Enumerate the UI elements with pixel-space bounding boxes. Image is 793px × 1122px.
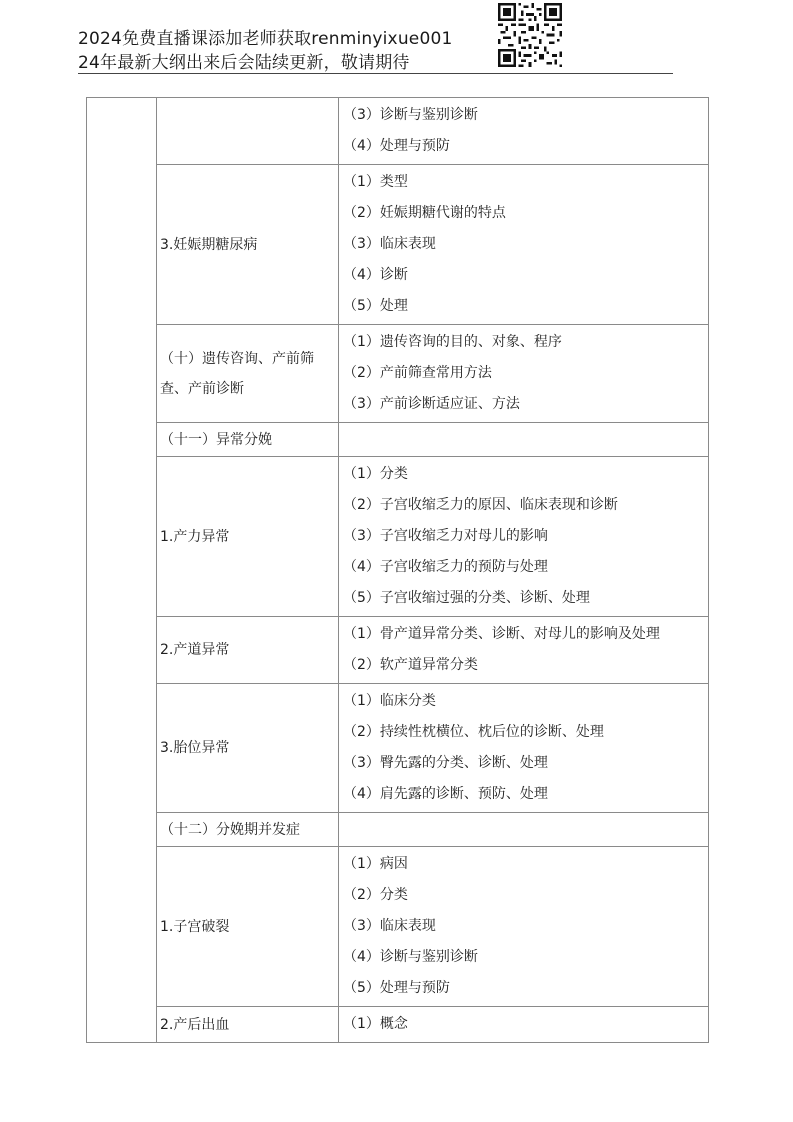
topic-cell: 1.产力异常 — [157, 457, 339, 617]
table-row — [87, 165, 709, 325]
items-cell — [339, 457, 709, 617]
topic-cell: 1.子宫破裂 — [157, 847, 339, 1007]
list-item: （4）处理与预防 — [343, 138, 450, 154]
table-row — [87, 423, 709, 457]
list-item: （4）诊断与鉴别诊断 — [343, 949, 478, 965]
topic-cell: （十一）异常分娩 — [157, 423, 339, 457]
list-item: （1）类型 — [343, 174, 408, 190]
list-item: （1）临床分类 — [343, 693, 436, 709]
list-item: （2）子宫收缩乏力的原因、临床表现和诊断 — [343, 497, 618, 513]
items-cell — [339, 423, 709, 457]
table-row — [87, 847, 709, 1007]
table-row — [87, 684, 709, 813]
section-column-cell — [87, 98, 157, 1043]
table-row — [87, 813, 709, 847]
list-item: （2）软产道异常分类 — [343, 657, 478, 673]
list-item: （2）产前筛查常用方法 — [343, 365, 492, 381]
items-cell — [339, 165, 709, 325]
items-cell — [339, 813, 709, 847]
topic-cell: （十）遗传咨询、产前筛查、产前诊断 — [157, 325, 339, 423]
list-item: （2）持续性枕横位、枕后位的诊断、处理 — [343, 724, 604, 740]
list-item: （4）肩先露的诊断、预防、处理 — [343, 786, 548, 802]
items-cell — [339, 847, 709, 1007]
topic-cell: 2.产道异常 — [157, 617, 339, 684]
topic-cell: 3.妊娠期糖尿病 — [157, 165, 339, 325]
items-cell — [339, 325, 709, 423]
list-item: （3）子宫收缩乏力对母儿的影响 — [343, 528, 548, 544]
page-header — [78, 20, 678, 76]
items-cell — [339, 617, 709, 684]
list-item: （3）诊断与鉴别诊断 — [343, 107, 478, 123]
syllabus-table — [86, 97, 709, 1043]
header-notice-line: 24年最新大纲出来后会陆续更新，敬请期待 — [78, 53, 410, 73]
topic-cell: （十二）分娩期并发症 — [157, 813, 339, 847]
list-item: （1）骨产道异常分类、诊断、对母儿的影响及处理 — [343, 626, 660, 642]
table-row — [87, 617, 709, 684]
list-item: （5）处理 — [343, 298, 408, 314]
topic-cell: 3.胎位异常 — [157, 684, 339, 813]
list-item: （3）临床表现 — [343, 918, 436, 934]
table-row — [87, 457, 709, 617]
topic-cell — [157, 98, 339, 165]
list-item: （1）遗传咨询的目的、对象、程序 — [343, 334, 562, 350]
items-cell — [339, 684, 709, 813]
list-item: （1）病因 — [343, 856, 408, 872]
list-item: （2）妊娠期糖代谢的特点 — [343, 205, 506, 221]
list-item: （3）臀先露的分类、诊断、处理 — [343, 755, 548, 771]
header-promo-line: 2024免费直播课添加老师获取renminyixue001 — [78, 29, 453, 49]
list-item: （3）临床表现 — [343, 236, 436, 252]
list-item: （3）产前诊断适应证、方法 — [343, 396, 520, 412]
topic-cell: 2.产后出血 — [157, 1007, 339, 1043]
list-item: （5）子宫收缩过强的分类、诊断、处理 — [343, 590, 590, 606]
header-divider — [78, 73, 673, 74]
items-cell — [339, 1007, 709, 1043]
table-row — [87, 325, 709, 423]
table-row — [87, 1007, 709, 1043]
list-item: （4）诊断 — [343, 267, 408, 283]
list-item: （1）分类 — [343, 466, 408, 482]
list-item: （2）分类 — [343, 887, 408, 903]
items-cell — [339, 98, 709, 165]
qr-code-icon — [498, 3, 562, 67]
table-row — [87, 98, 709, 165]
list-item: （1）概念 — [343, 1016, 408, 1032]
list-item: （5）处理与预防 — [343, 980, 450, 996]
list-item: （4）子宫收缩乏力的预防与处理 — [343, 559, 548, 575]
